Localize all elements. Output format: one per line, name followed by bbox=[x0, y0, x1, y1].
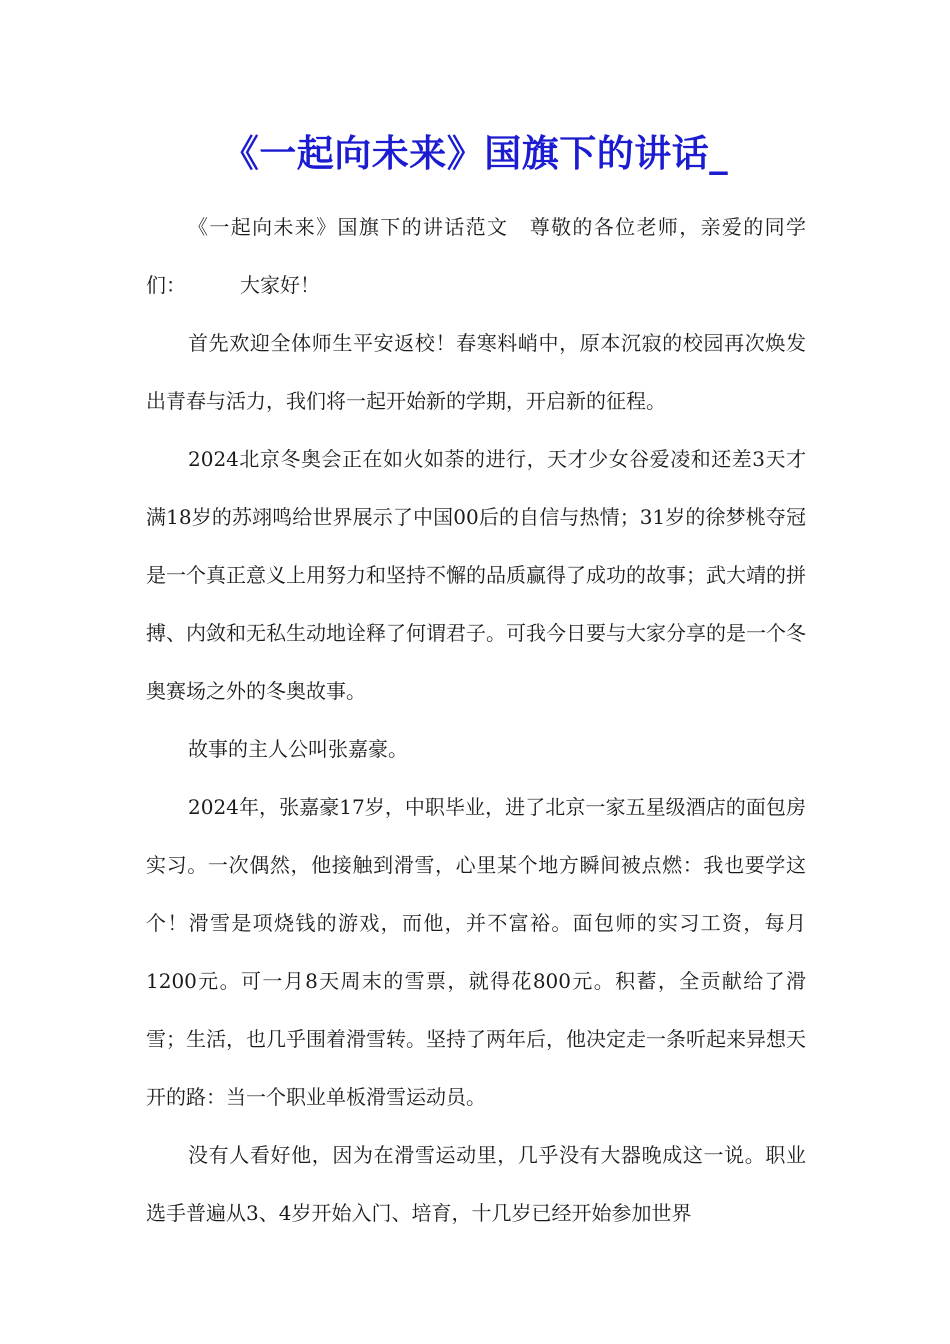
intro-paragraph bbox=[146, 198, 806, 314]
intro-salutation: 尊敬的各位老师，亲爱的同学们： bbox=[146, 215, 807, 297]
paragraph-3: 故事的主人公叫张嘉豪。 bbox=[188, 737, 408, 761]
document-title: 《一起向未来》国旗下的讲话_ bbox=[221, 131, 729, 175]
paragraph-2: 2024北京冬奥会正在如火如荼的进行，天才少女谷爱凌和还差3天才满18岁的苏翊鸣给世界展示了中国00后的自信与热情；31岁的徐梦桃夺冠是一个真正意义上用努力和坚持不懈的品质赢得了成功的故事；武大靖的拼搏、内敛和无私生动地诠释了何谓君子。可我今日要与大家分享的是一个冬奥赛场之外的冬奥故事。 bbox=[146, 447, 806, 703]
paragraph-5: 没有人看好他，因为在滑雪运动里，几乎没有大器晚成这一说。职业选手普遍从3、4岁开始入门、培育，十几岁已经开始参加世界 bbox=[146, 1143, 806, 1225]
paragraph-4: 2024年，张嘉豪17岁，中职毕业，进了北京一家五星级酒店的面包房实习。一次偶然，他接触到滑雪，心里某个地方瞬间被点燃：我也要学这个！滑雪是项烧钱的游戏，而他，并不富裕。面包师的实习工资，每月1200元。可一月8天周末的雪票，就得花800元。积蓄，全贡献给了滑雪；生活，也几乎围着滑雪转。坚持了两年后，他决定走一条听起来异想天开的路：当一个职业单板滑雪运动员。 bbox=[146, 795, 806, 1109]
intro-heading: 《一起向未来》国旗下的讲话范文 bbox=[188, 215, 509, 239]
intro-greeting: 大家好！ bbox=[240, 273, 320, 297]
paragraph-1: 首先欢迎全体师生平安返校！春寒料峭中，原本沉寂的校园再次焕发出青春与活力，我们将一起开始新的学期，开启新的征程。 bbox=[146, 331, 806, 413]
document-body bbox=[146, 198, 806, 1242]
